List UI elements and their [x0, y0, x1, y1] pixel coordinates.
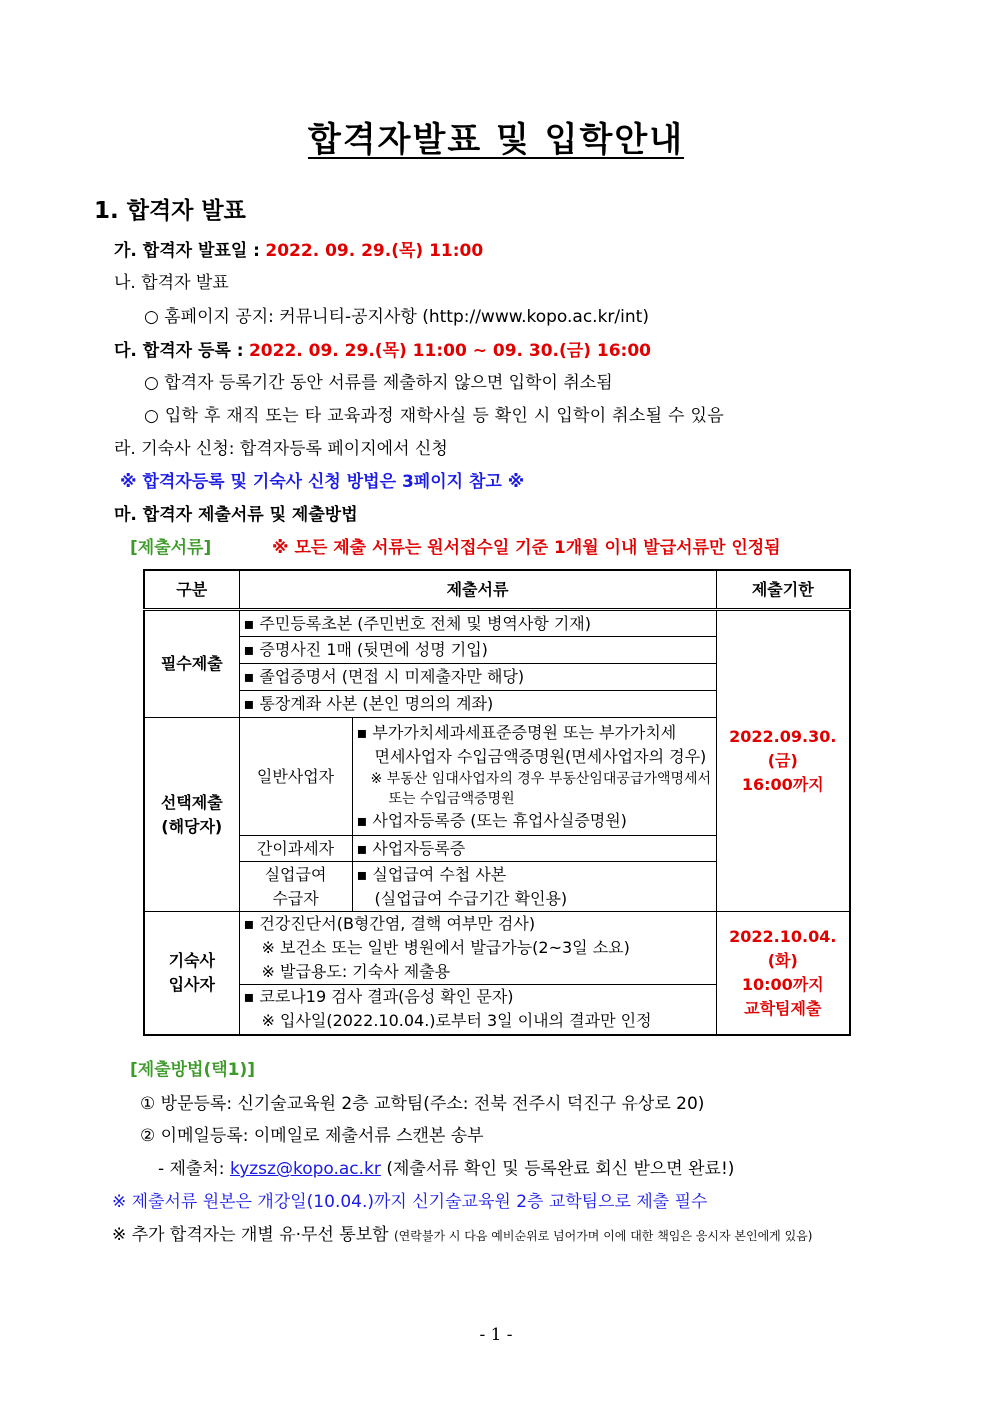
additional-notice-detail: (연락불가 시 다음 예비순위로 넘어가며 이에 대한 책임은 응시자 본인에게 있음)	[393, 1229, 813, 1243]
guide-notice: ※ 합격자등록 및 기숙사 신청 방법은 3페이지 참고 ※	[120, 472, 525, 492]
announce-method-label: 나. 합격자 발표	[114, 273, 229, 293]
email-prefix: - 제출처:	[158, 1159, 225, 1179]
simple-taxpayer-doc: ▪ 사업자등록증	[352, 836, 716, 862]
dorm-category	[144, 912, 239, 1035]
general-doc-line: 면세사업자 수입금액증명원(면세사업자의 경우)	[374, 746, 707, 766]
table-header-row	[144, 570, 850, 610]
method-email: ② 이메일등록: 이메일로 제출서류 스캔본 송부	[140, 1126, 484, 1146]
method-visit: ① 방문등록: 신기술교육원 2층 교학팀(주소: 전북 전주시 덕진구 유상로 20)	[140, 1094, 705, 1114]
general-doc-note: 또는 수입금액증명원	[388, 790, 515, 807]
general-doc-line: ▪ 부가가치세과세표준증명원 또는 부가가치세	[356, 722, 677, 742]
required-doc: ▪ 통장계좌 사본 (본인 명의의 계좌)	[239, 691, 716, 718]
general-business-docs	[352, 718, 716, 836]
page-title: 합격자발표 및 입학안내	[307, 120, 685, 160]
header-documents: 제출서류	[239, 570, 716, 610]
dorm-doc-note: ※ 발급용도: 기숙사 제출용	[261, 962, 451, 981]
documents-heading: 마. 합격자 제출서류 및 제출방법	[114, 505, 358, 525]
general-doc-note: ※ 부동산 임대사업자의 경우 부동산임대공급가액명세서	[370, 770, 712, 787]
deadline-1-time: 16:00까지	[741, 775, 824, 794]
email-link[interactable]: kyzsz@kopo.ac.kr	[229, 1159, 381, 1179]
unemployment-docs	[352, 862, 716, 912]
register-label: 다. 합격자 등록 :	[114, 341, 244, 361]
section-heading: 1. 합격자 발표	[94, 198, 246, 224]
optional-category	[144, 718, 239, 912]
required-doc: ▪ 졸업증명서 (면접 시 미제출자만 해당)	[239, 664, 716, 691]
general-business-label: 일반사업자	[239, 718, 352, 836]
header-deadline: 제출기한	[716, 570, 850, 610]
deadline-1-date: 2022.09.30.(금)	[729, 727, 837, 770]
page-number: - 1 -	[479, 1325, 513, 1345]
homepage-notice: ○ 홈페이지 공지: 커뮤니티-공지사항 (http://www.kopo.ac.kr/int)	[144, 307, 649, 327]
simple-taxpayer-label: 간이과세자	[239, 836, 352, 862]
documents-table	[143, 569, 851, 1036]
dorm-category-line2: 입사자	[168, 974, 215, 994]
original-docs-notice: ※ 제출서류 원본은 개강일(10.04.)까지 신기술교육원 2층 교학팀으로 제출 필수	[112, 1192, 708, 1212]
register-rule-2: ○ 입학 후 재직 또는 타 교육과정 재학사실 등 확인 시 입학이 취소될 수 있음	[144, 406, 724, 426]
method-label: [제출방법(택1)]	[130, 1060, 256, 1080]
announce-date-label: 가. 합격자 발표일 :	[114, 241, 260, 261]
dorm-doc-line: ▪ 건강진단서(B형간염, 결핵 여부만 검사)	[243, 914, 536, 933]
covid-test-docs	[239, 985, 716, 1035]
table-row	[144, 610, 850, 637]
required-doc: ▪ 증명사진 1매 (뒷면에 성명 기입)	[239, 637, 716, 664]
unemployment-label-line1: 실업급여	[264, 864, 327, 884]
deadline-1	[716, 610, 850, 912]
required-category: 필수제출	[144, 610, 239, 718]
unemployment-label-line2: 수급자	[272, 888, 319, 908]
header-category: 구분	[144, 570, 239, 610]
unemployment-label	[239, 862, 352, 912]
announce-date-line	[114, 236, 483, 261]
register-period-line	[114, 336, 651, 361]
additional-notice	[112, 1220, 812, 1245]
table-row	[144, 912, 850, 985]
health-certificate-docs	[239, 912, 716, 985]
deadline-2-date: 2022.10.04.(화)	[729, 926, 837, 970]
documents-label: [제출서류]	[130, 538, 212, 558]
deadline-2-place: 교학팀제출	[744, 998, 822, 1018]
email-line	[158, 1154, 734, 1179]
announce-date-value: 2022. 09. 29.(목) 11:00	[265, 241, 484, 261]
register-rule-1: ○ 합격자 등록기간 동안 서류를 제출하지 않으면 입학이 취소됨	[144, 373, 613, 393]
deadline-2	[716, 912, 850, 1035]
optional-category-line2: (해당자)	[161, 816, 223, 836]
optional-category-line1: 선택제출	[160, 792, 223, 812]
general-doc-line: ▪ 사업자등록증 (또는 휴업사실증명원)	[356, 810, 627, 830]
dorm-doc-line: ▪ 코로나19 검사 결과(음성 확인 문자)	[243, 987, 514, 1007]
dorm-apply: 라. 기숙사 신청: 합격자등록 페이지에서 신청	[114, 439, 448, 459]
register-value: 2022. 09. 29.(목) 11:00 ~ 09. 30.(금) 16:00	[248, 341, 652, 361]
unemployment-doc-line: ▪ 실업급여 수첩 사본	[356, 864, 507, 884]
required-doc: ▪ 주민등록초본 (주민번호 전체 및 병역사항 기재)	[239, 610, 716, 637]
email-suffix: (제출서류 확인 및 등록완료 회신 받으면 완료!)	[386, 1159, 735, 1179]
dorm-category-line1: 기숙사	[168, 950, 215, 970]
unemployment-doc-line: (실업급여 수급기간 확인용)	[374, 888, 568, 908]
dorm-doc-note: ※ 입사일(2022.10.04.)로부터 3일 이내의 결과만 인정	[261, 1011, 652, 1031]
deadline-2-time: 10:00까지	[741, 974, 824, 994]
dorm-doc-note: ※ 보건소 또는 일반 병원에서 발급가능(2~3일 소요)	[261, 938, 630, 957]
additional-notice-main: ※ 추가 합격자는 개별 유·무선 통보함	[112, 1225, 389, 1245]
documents-notice: ※ 모든 제출 서류는 원서접수일 기준 1개월 이내 발급서류만 인정됨	[272, 538, 781, 558]
